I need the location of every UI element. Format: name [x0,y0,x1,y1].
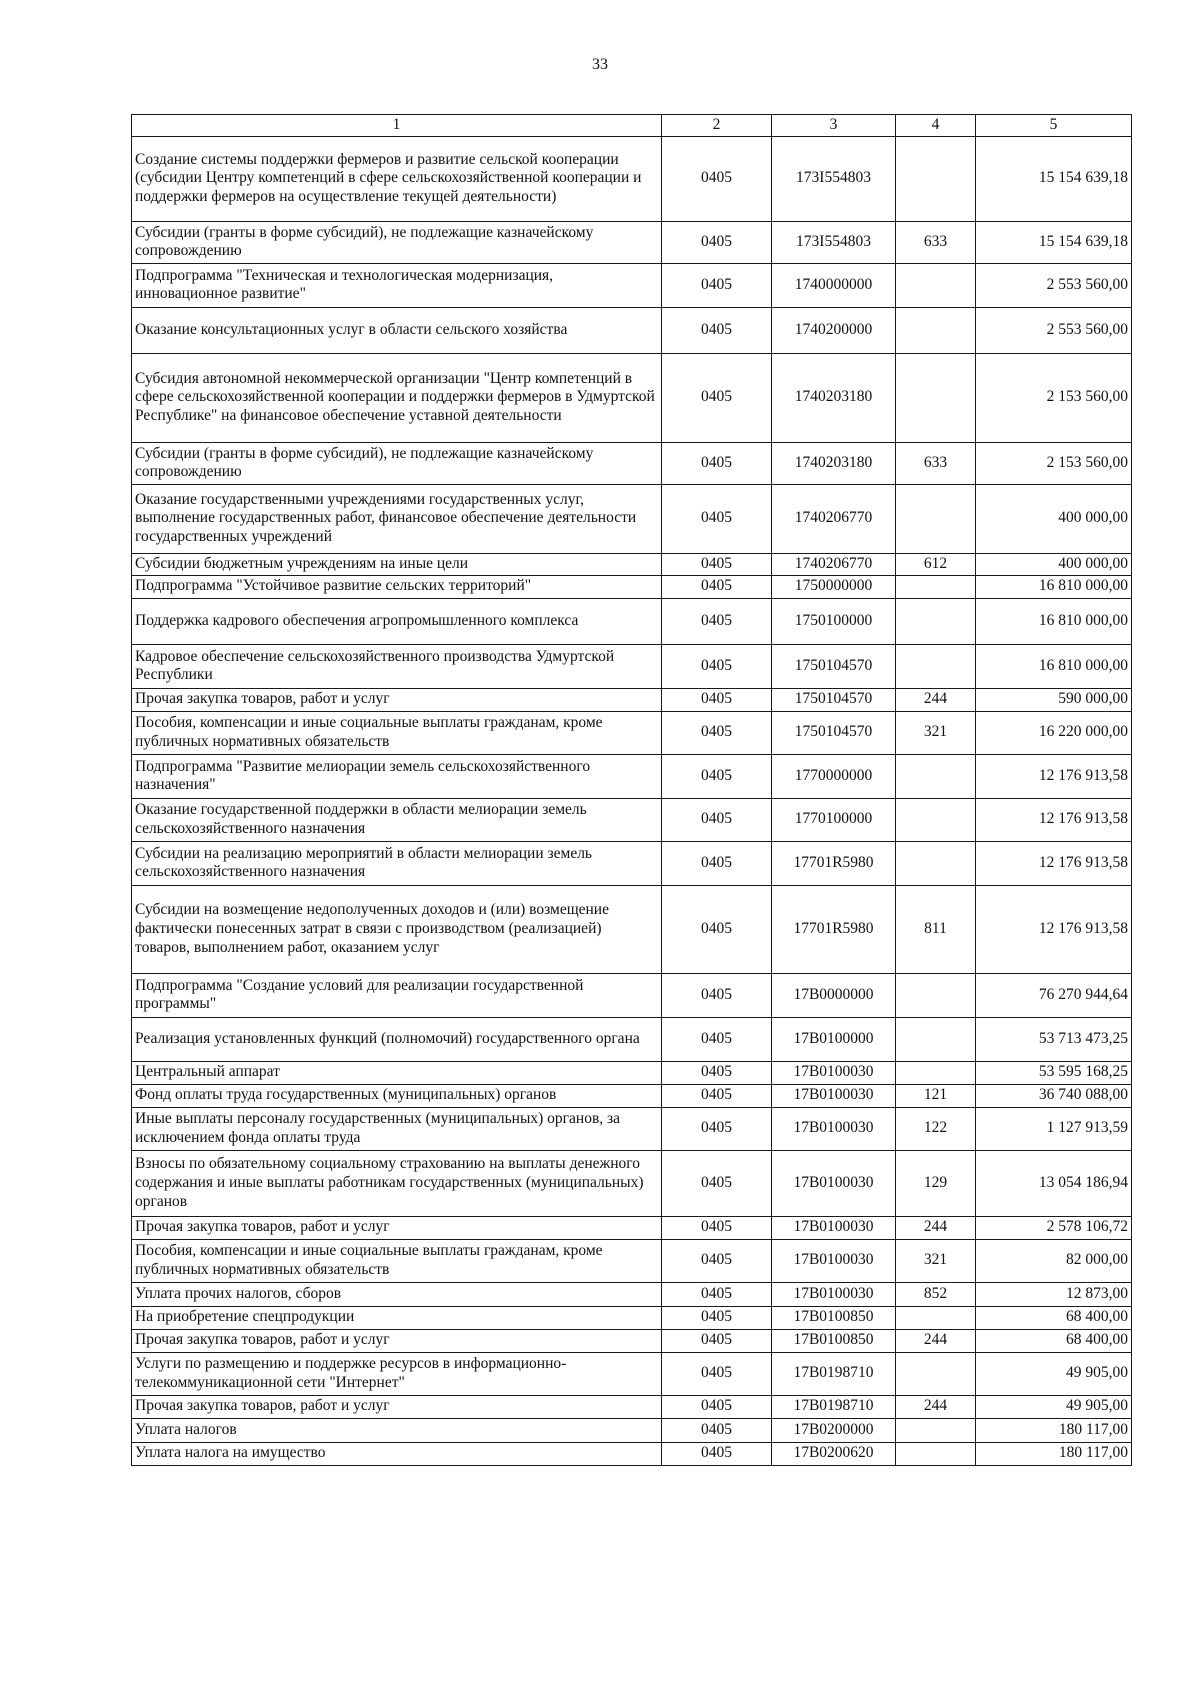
row-code-cell: 1750100000 [772,598,896,644]
header-col-4: 4 [896,115,976,137]
row-type-cell [896,484,976,553]
row-code-cell: 1740000000 [772,263,896,307]
row-code-cell: 1740203180 [772,442,896,484]
row-section-cell: 0405 [662,688,772,711]
row-type-cell [896,1061,976,1084]
table-row [132,263,1132,307]
row-amount-cell: 12 176 913,58 [976,754,1132,798]
row-type-cell: 129 [896,1150,976,1216]
table-row [132,598,1132,644]
row-section-cell: 0405 [662,973,772,1017]
table-row [132,1282,1132,1306]
row-type-cell: 633 [896,221,976,263]
row-amount-cell: 2 553 560,00 [976,307,1132,353]
row-name-cell: Прочая закупка товаров, работ и услуг [132,1216,662,1239]
row-name-cell: Пособия, компенсации и иные социальные выплаты гражданам, кроме публичных нормативных обязательств [132,711,662,754]
table-row [132,885,1132,973]
row-name-cell: Уплата налогов [132,1418,662,1442]
row-code-cell: 17B0100030 [772,1282,896,1306]
row-code-cell: 1740206770 [772,553,896,575]
row-type-cell [896,1306,976,1329]
row-section-cell: 0405 [662,1352,772,1395]
row-name-cell: Субсидии бюджетным учреждениям на иные цели [132,553,662,575]
row-code-cell: 1770000000 [772,754,896,798]
row-amount-cell: 2 153 560,00 [976,442,1132,484]
row-name-cell: Взносы по обязательному социальному страхованию на выплаты денежного содержания и иные выплаты работникам государственных (муниципальных) органов [132,1150,662,1216]
table-row [132,711,1132,754]
row-code-cell: 17B0100030 [772,1107,896,1150]
row-section-cell: 0405 [662,711,772,754]
row-section-cell: 0405 [662,353,772,442]
row-name-cell: Подпрограмма "Техническая и технологическая модернизация, инновационное развитие" [132,263,662,307]
row-name-cell: Субсидии на реализацию мероприятий в области мелиорации земель сельскохозяйственного назначения [132,841,662,885]
table-row [132,1329,1132,1352]
table-header [132,115,1132,137]
row-name-cell: Подпрограмма "Устойчивое развитие сельских территорий" [132,575,662,598]
row-amount-cell: 12 873,00 [976,1282,1132,1306]
row-amount-cell: 16 220 000,00 [976,711,1132,754]
row-code-cell: 1750104570 [772,711,896,754]
table-row [132,1150,1132,1216]
table-row [132,1395,1132,1418]
row-name-cell: Оказание государственными учреждениями государственных услуг, выполнение государственных работ, финансовое обеспечение деятельности государственных учреждений [132,484,662,553]
row-amount-cell: 15 154 639,18 [976,136,1132,221]
row-type-cell [896,575,976,598]
row-name-cell: Субсидии (гранты в форме субсидий), не подлежащие казначейскому сопровождению [132,442,662,484]
row-code-cell: 17B0100030 [772,1061,896,1084]
table-row [132,754,1132,798]
row-amount-cell: 12 176 913,58 [976,885,1132,973]
row-amount-cell: 76 270 944,64 [976,973,1132,1017]
row-name-cell: Реализация установленных функций (полномочий) государственного органа [132,1017,662,1061]
row-section-cell: 0405 [662,575,772,598]
row-name-cell: Кадровое обеспечение сельскохозяйственного производства Удмуртской Республики [132,644,662,688]
row-name-cell: Субсидии на возмещение недополученных доходов и (или) возмещение фактически понесенных затрат в связи с производством (реализацией) товаров, выполнением работ, оказанием услуг [132,885,662,973]
row-code-cell: 17701R5980 [772,841,896,885]
row-amount-cell: 2 153 560,00 [976,353,1132,442]
row-amount-cell: 2 553 560,00 [976,263,1132,307]
row-type-cell: 121 [896,1084,976,1107]
table-row [132,353,1132,442]
table-row [132,553,1132,575]
row-amount-cell: 12 176 913,58 [976,841,1132,885]
row-section-cell: 0405 [662,1442,772,1465]
row-section-cell: 0405 [662,553,772,575]
row-type-cell [896,754,976,798]
row-section-cell: 0405 [662,1239,772,1282]
row-name-cell: Субсидии (гранты в форме субсидий), не подлежащие казначейскому сопровождению [132,221,662,263]
row-section-cell: 0405 [662,1061,772,1084]
row-section-cell: 0405 [662,644,772,688]
row-section-cell: 0405 [662,484,772,553]
row-amount-cell: 53 713 473,25 [976,1017,1132,1061]
row-type-cell: 244 [896,688,976,711]
row-amount-cell: 400 000,00 [976,553,1132,575]
row-type-cell [896,1442,976,1465]
table-row [132,1442,1132,1465]
row-code-cell: 1750104570 [772,644,896,688]
row-section-cell: 0405 [662,1306,772,1329]
table-row [132,1352,1132,1395]
table-row [132,136,1132,221]
row-section-cell: 0405 [662,263,772,307]
table-row [132,1061,1132,1084]
row-section-cell: 0405 [662,754,772,798]
row-code-cell: 17B0200000 [772,1418,896,1442]
table-row [132,1418,1132,1442]
table-row [132,221,1132,263]
row-code-cell: 17B0000000 [772,973,896,1017]
row-name-cell: Создание системы поддержки фермеров и развитие сельской кооперации (субсидии Центру компетенций в сфере сельскохозяйственной кооперации и поддержки фермеров на осуществление текущей деятельности) [132,136,662,221]
row-section-cell: 0405 [662,885,772,973]
row-type-cell [896,841,976,885]
row-code-cell: 173I554803 [772,136,896,221]
row-type-cell: 321 [896,1239,976,1282]
table-row [132,1084,1132,1107]
row-code-cell: 17B0100030 [772,1084,896,1107]
row-code-cell: 1770100000 [772,798,896,841]
row-name-cell: Услуги по размещению и поддержке ресурсов в информационно-телекоммуникационной сети "Интернет" [132,1352,662,1395]
row-name-cell: Субсидия автономной некоммерческой организации "Центр компетенций в сфере сельскохозяйственной кооперации и поддержки фермеров в Удмуртской Республике" на финансовое обеспечение уставной деятельности [132,353,662,442]
row-name-cell: Уплата прочих налогов, сборов [132,1282,662,1306]
row-type-cell [896,136,976,221]
header-col-2: 2 [662,115,772,137]
row-type-cell [896,598,976,644]
row-type-cell: 321 [896,711,976,754]
row-amount-cell: 16 810 000,00 [976,575,1132,598]
row-name-cell: Прочая закупка товаров, работ и услуг [132,688,662,711]
row-amount-cell: 180 117,00 [976,1442,1132,1465]
row-amount-cell: 49 905,00 [976,1352,1132,1395]
row-section-cell: 0405 [662,1017,772,1061]
table-row [132,307,1132,353]
row-type-cell [896,307,976,353]
row-type-cell [896,973,976,1017]
row-section-cell: 0405 [662,221,772,263]
row-amount-cell: 590 000,00 [976,688,1132,711]
row-type-cell [896,1418,976,1442]
header-col-5: 5 [976,115,1132,137]
row-code-cell: 1750104570 [772,688,896,711]
table-row [132,798,1132,841]
header-col-3: 3 [772,115,896,137]
budget-table [131,114,1132,1466]
row-section-cell: 0405 [662,136,772,221]
table-row [132,575,1132,598]
row-code-cell: 1750000000 [772,575,896,598]
header-row [132,115,1132,137]
row-code-cell: 17B0198710 [772,1352,896,1395]
row-code-cell: 17B0100030 [772,1239,896,1282]
row-section-cell: 0405 [662,1282,772,1306]
row-name-cell: На приобретение спецпродукции [132,1306,662,1329]
row-type-cell [896,263,976,307]
row-section-cell: 0405 [662,1395,772,1418]
row-code-cell: 173I554803 [772,221,896,263]
row-section-cell: 0405 [662,1107,772,1150]
row-type-cell: 244 [896,1216,976,1239]
row-amount-cell: 68 400,00 [976,1306,1132,1329]
row-section-cell: 0405 [662,307,772,353]
row-type-cell: 612 [896,553,976,575]
row-code-cell: 17B0198710 [772,1395,896,1418]
row-name-cell: Иные выплаты персоналу государственных (муниципальных) органов, за исключением фонда оплаты труда [132,1107,662,1150]
table-row [132,484,1132,553]
row-name-cell: Подпрограмма "Развитие мелиорации земель сельскохозяйственного назначения" [132,754,662,798]
table-row [132,973,1132,1017]
row-section-cell: 0405 [662,841,772,885]
row-name-cell: Уплата налога на имущество [132,1442,662,1465]
row-amount-cell: 49 905,00 [976,1395,1132,1418]
row-amount-cell: 15 154 639,18 [976,221,1132,263]
row-name-cell: Прочая закупка товаров, работ и услуг [132,1329,662,1352]
row-amount-cell: 12 176 913,58 [976,798,1132,841]
table-row [132,1017,1132,1061]
row-code-cell: 17701R5980 [772,885,896,973]
row-amount-cell: 13 054 186,94 [976,1150,1132,1216]
row-name-cell: Подпрограмма "Создание условий для реализации государственной программы" [132,973,662,1017]
row-code-cell: 17B0100030 [772,1150,896,1216]
row-section-cell: 0405 [662,798,772,841]
row-code-cell: 1740206770 [772,484,896,553]
row-type-cell [896,353,976,442]
row-section-cell: 0405 [662,598,772,644]
row-amount-cell: 68 400,00 [976,1329,1132,1352]
row-code-cell: 1740200000 [772,307,896,353]
table-row [132,442,1132,484]
row-code-cell: 17B0200620 [772,1442,896,1465]
row-section-cell: 0405 [662,1150,772,1216]
row-name-cell: Поддержка кадрового обеспечения агропромышленного комплекса [132,598,662,644]
row-type-cell [896,1017,976,1061]
row-type-cell: 633 [896,442,976,484]
row-code-cell: 17B0100000 [772,1017,896,1061]
row-section-cell: 0405 [662,442,772,484]
row-code-cell: 17B0100850 [772,1329,896,1352]
row-name-cell: Оказание государственной поддержки в области мелиорации земель сельскохозяйственного назначения [132,798,662,841]
row-code-cell: 17B0100850 [772,1306,896,1329]
row-section-cell: 0405 [662,1084,772,1107]
row-amount-cell: 82 000,00 [976,1239,1132,1282]
row-name-cell: Пособия, компенсации и иные социальные выплаты гражданам, кроме публичных нормативных обязательств [132,1239,662,1282]
table-row [132,841,1132,885]
row-name-cell: Фонд оплаты труда государственных (муниципальных) органов [132,1084,662,1107]
row-code-cell: 1740203180 [772,353,896,442]
row-type-cell: 122 [896,1107,976,1150]
table-row [132,1306,1132,1329]
table-row [132,644,1132,688]
row-type-cell [896,1352,976,1395]
row-amount-cell: 1 127 913,59 [976,1107,1132,1150]
table-row [132,688,1132,711]
row-amount-cell: 16 810 000,00 [976,598,1132,644]
row-name-cell: Прочая закупка товаров, работ и услуг [132,1395,662,1418]
table-row [132,1216,1132,1239]
row-type-cell [896,644,976,688]
row-name-cell: Оказание консультационных услуг в области сельского хозяйства [132,307,662,353]
row-section-cell: 0405 [662,1418,772,1442]
table-body [132,136,1132,1465]
row-amount-cell: 180 117,00 [976,1418,1132,1442]
row-amount-cell: 36 740 088,00 [976,1084,1132,1107]
table-row [132,1239,1132,1282]
row-type-cell [896,798,976,841]
page-number: 33 [592,56,608,73]
row-amount-cell: 2 578 106,72 [976,1216,1132,1239]
row-type-cell: 811 [896,885,976,973]
table-row [132,1107,1132,1150]
row-section-cell: 0405 [662,1216,772,1239]
row-section-cell: 0405 [662,1329,772,1352]
row-amount-cell: 53 595 168,25 [976,1061,1132,1084]
header-col-1: 1 [132,115,662,137]
row-type-cell: 244 [896,1395,976,1418]
row-name-cell: Центральный аппарат [132,1061,662,1084]
row-amount-cell: 400 000,00 [976,484,1132,553]
row-code-cell: 17B0100030 [772,1216,896,1239]
row-type-cell: 852 [896,1282,976,1306]
row-type-cell: 244 [896,1329,976,1352]
row-amount-cell: 16 810 000,00 [976,644,1132,688]
